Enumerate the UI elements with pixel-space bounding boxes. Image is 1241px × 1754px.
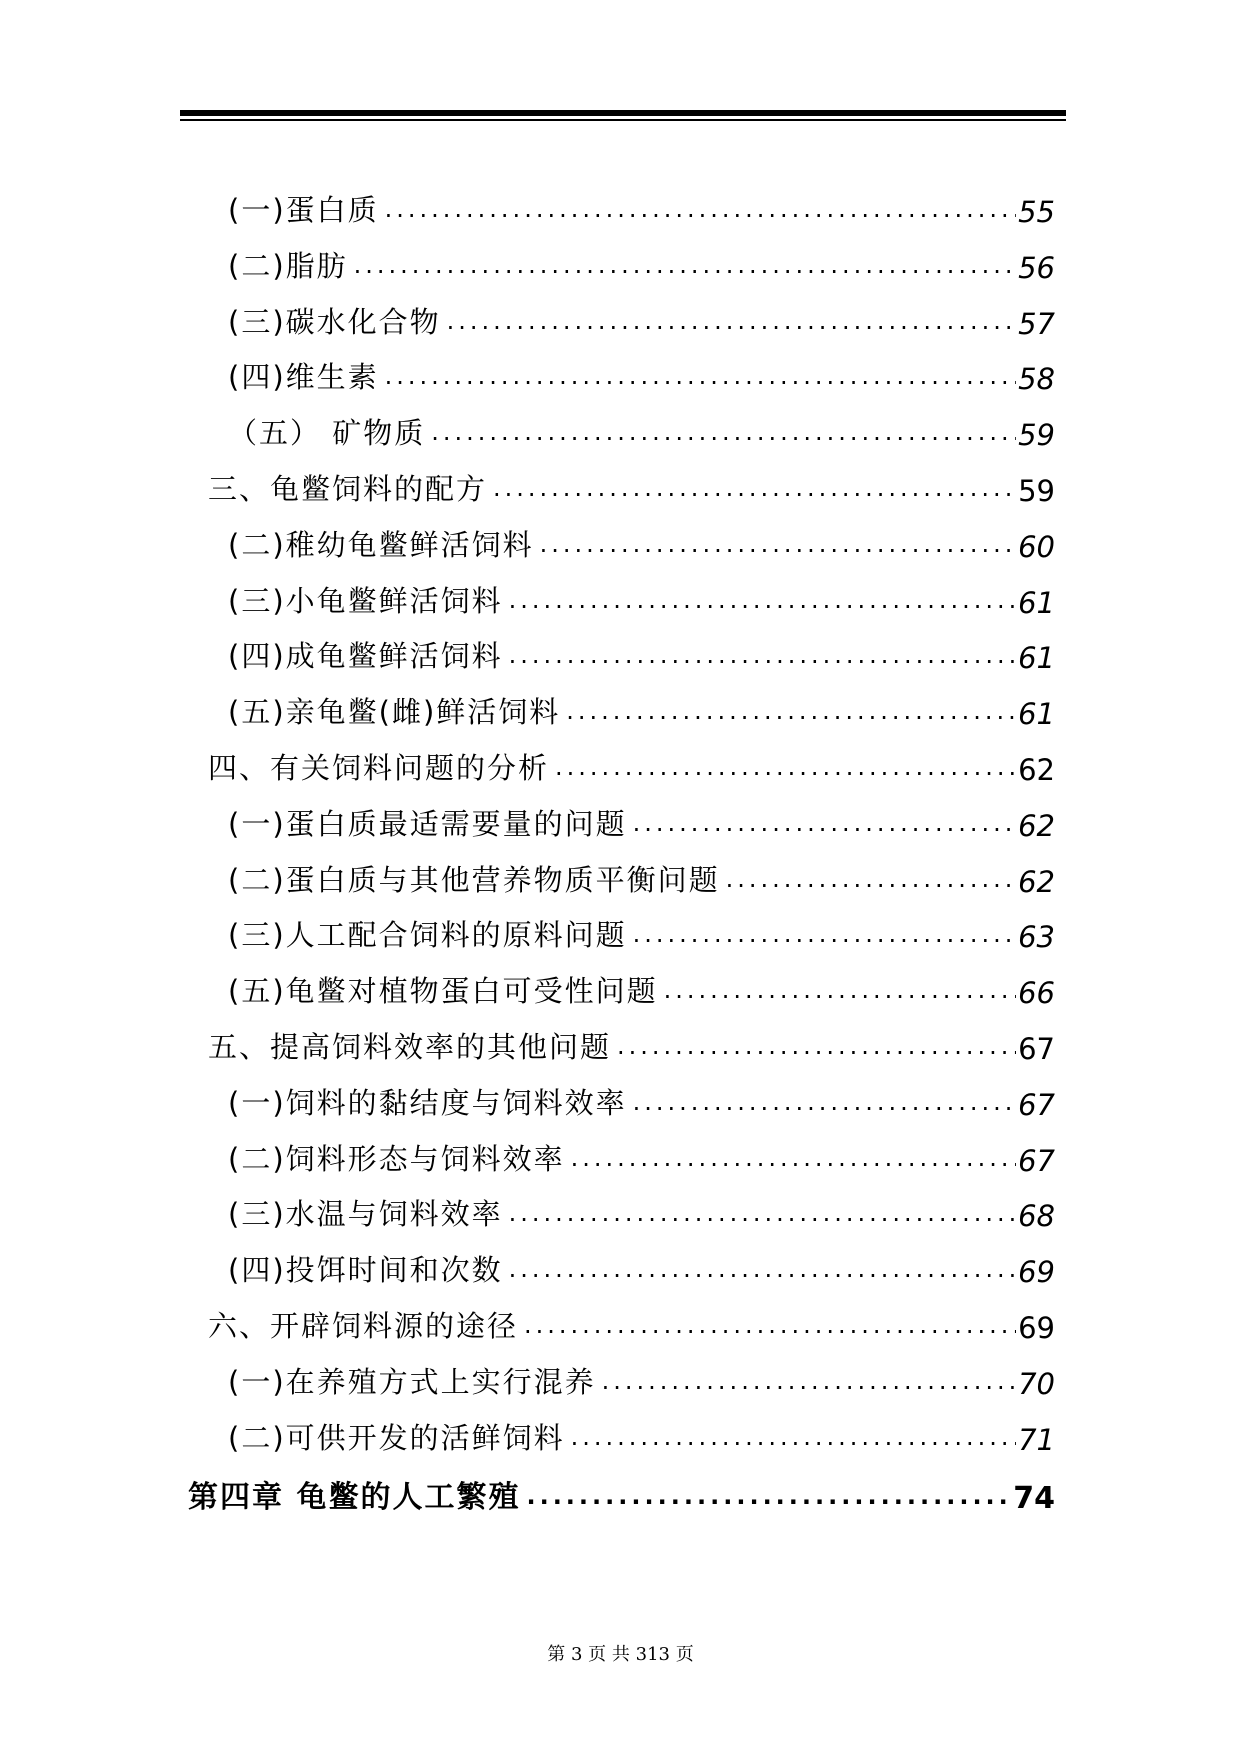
dot-leader xyxy=(633,811,1016,843)
dot-leader xyxy=(555,755,1016,787)
toc-page-number: 63 xyxy=(1018,920,1055,954)
toc-entry-label: (一)蛋白质 xyxy=(228,193,379,227)
toc-page-number: 55 xyxy=(1018,195,1055,229)
toc-entry-label: (四)维生素 xyxy=(228,360,379,394)
toc-entry[interactable] xyxy=(228,185,1055,229)
toc-entry[interactable] xyxy=(228,966,1055,1010)
toc-entry[interactable] xyxy=(228,1189,1055,1233)
toc-entry-label: (一)在养殖方式上实行混养 xyxy=(228,1365,596,1399)
toc-page-number: 56 xyxy=(1018,251,1055,285)
toc-entry-label: (三)水温与饲料效率 xyxy=(228,1197,503,1231)
dot-leader xyxy=(524,1313,1016,1345)
toc-page-number: 67 xyxy=(1018,1088,1055,1122)
toc-page-number: 59 xyxy=(1018,474,1055,508)
toc-page-number: 61 xyxy=(1018,586,1055,620)
toc-entry[interactable] xyxy=(228,799,1055,843)
toc-page-number: 69 xyxy=(1018,1311,1055,1345)
toc-entry-label: (一)饲料的黏结度与饲料效率 xyxy=(228,1086,627,1120)
toc-entry-label: (二)可供开发的活鲜饲料 xyxy=(228,1421,565,1455)
toc-entry-label: (三)人工配合饲料的原料问题 xyxy=(228,918,627,952)
toc-section-entry[interactable] xyxy=(208,1301,1055,1345)
dot-leader xyxy=(566,699,1016,731)
toc-chapter-entry[interactable] xyxy=(188,1472,1055,1516)
toc-page-number: 60 xyxy=(1018,530,1055,564)
toc-entry-label: (五)亲龟鳖(雌)鲜活饲料 xyxy=(228,695,561,729)
toc-entry-label: (二)饲料形态与饲料效率 xyxy=(228,1142,565,1176)
toc-entry-label: 三、龟鳖饲料的配方 xyxy=(208,472,488,506)
dot-leader xyxy=(633,922,1016,954)
toc-entry-label: 四、有关饲料问题的分析 xyxy=(208,751,550,785)
toc-page-number: 62 xyxy=(1018,865,1055,899)
toc-page-number: 69 xyxy=(1018,1255,1055,1289)
toc-entry[interactable] xyxy=(228,576,1055,620)
dot-leader xyxy=(526,1484,1011,1516)
toc-entry-label: （五） 矿物质 xyxy=(228,416,426,450)
toc-page-number: 67 xyxy=(1018,1032,1055,1066)
dot-leader xyxy=(509,1257,1016,1289)
toc-entry-label: (五)龟鳖对植物蛋白可受性问题 xyxy=(228,974,658,1008)
dot-leader xyxy=(571,1425,1016,1457)
toc-page-number: 70 xyxy=(1018,1367,1055,1401)
toc-entry-label: (四)投饵时间和次数 xyxy=(228,1253,503,1287)
toc-page-number: 57 xyxy=(1018,307,1055,341)
toc-page-number: 66 xyxy=(1018,976,1055,1010)
toc-entry-label: (三)碳水化合物 xyxy=(228,305,441,339)
dot-leader xyxy=(602,1369,1016,1401)
dot-leader xyxy=(571,1146,1016,1178)
toc-entry[interactable] xyxy=(228,1357,1055,1401)
toc-entry[interactable] xyxy=(228,520,1055,564)
toc-entry-label: (二)蛋白质与其他营养物质平衡问题 xyxy=(228,863,720,897)
dot-leader xyxy=(431,420,1016,452)
dot-leader xyxy=(385,364,1016,396)
dot-leader xyxy=(385,197,1016,229)
toc-entry[interactable] xyxy=(228,910,1055,954)
dot-leader xyxy=(447,309,1016,341)
toc-entry-label: 五、提高饲料效率的其他问题 xyxy=(208,1030,612,1064)
toc-page-number: 58 xyxy=(1018,362,1055,396)
toc-page-number: 61 xyxy=(1018,697,1055,731)
header-rule xyxy=(180,110,1066,116)
toc-entry-label: (二)脂肪 xyxy=(228,249,348,283)
toc-section-entry[interactable] xyxy=(208,1022,1055,1066)
toc-page-number: 74 xyxy=(1013,1481,1055,1516)
dot-leader xyxy=(493,476,1016,508)
toc-page-number: 61 xyxy=(1018,641,1055,675)
toc-section-entry[interactable] xyxy=(208,464,1055,508)
dot-leader xyxy=(664,978,1016,1010)
header-rule-thin xyxy=(180,119,1066,121)
toc-entry-label: (一)蛋白质最适需要量的问题 xyxy=(228,807,627,841)
dot-leader xyxy=(509,1201,1016,1233)
toc-page-number: 59 xyxy=(1018,418,1055,452)
toc-entry[interactable] xyxy=(228,1245,1055,1289)
toc-entry-label: (二)稚幼龟鳖鲜活饲料 xyxy=(228,528,534,562)
toc-entry-label: 第四章 龟鳖的人工繁殖 xyxy=(188,1480,521,1515)
toc-entry[interactable] xyxy=(228,1134,1055,1178)
toc-page-number: 67 xyxy=(1018,1144,1055,1178)
dot-leader xyxy=(509,643,1016,675)
dot-leader xyxy=(509,588,1016,620)
toc-page-number: 68 xyxy=(1018,1199,1055,1233)
toc-entry[interactable] xyxy=(228,1078,1055,1122)
dot-leader xyxy=(633,1090,1016,1122)
toc-page-number: 62 xyxy=(1018,753,1055,787)
toc-entry[interactable] xyxy=(228,1413,1055,1457)
page-footer: 第 3 页 共 313 页 xyxy=(547,1644,694,1665)
toc-entry[interactable] xyxy=(228,352,1055,396)
toc-entry[interactable] xyxy=(228,297,1055,341)
dot-leader xyxy=(354,253,1016,285)
toc-page-number: 71 xyxy=(1018,1423,1055,1457)
toc-entry[interactable] xyxy=(228,408,1055,452)
toc-entry-label: (三)小龟鳖鲜活饲料 xyxy=(228,584,503,618)
toc-entry-label: 六、开辟饲料源的途径 xyxy=(208,1309,519,1343)
toc-entry[interactable] xyxy=(228,631,1055,675)
toc-entry[interactable] xyxy=(228,855,1055,899)
toc-entry[interactable] xyxy=(228,241,1055,285)
toc-entry-label: (四)成龟鳖鲜活饲料 xyxy=(228,639,503,673)
dot-leader xyxy=(540,532,1016,564)
toc-page-number: 62 xyxy=(1018,809,1055,843)
toc-section-entry[interactable] xyxy=(208,743,1055,787)
dot-leader xyxy=(617,1034,1016,1066)
dot-leader xyxy=(726,867,1016,899)
toc-entry[interactable] xyxy=(228,687,1055,731)
